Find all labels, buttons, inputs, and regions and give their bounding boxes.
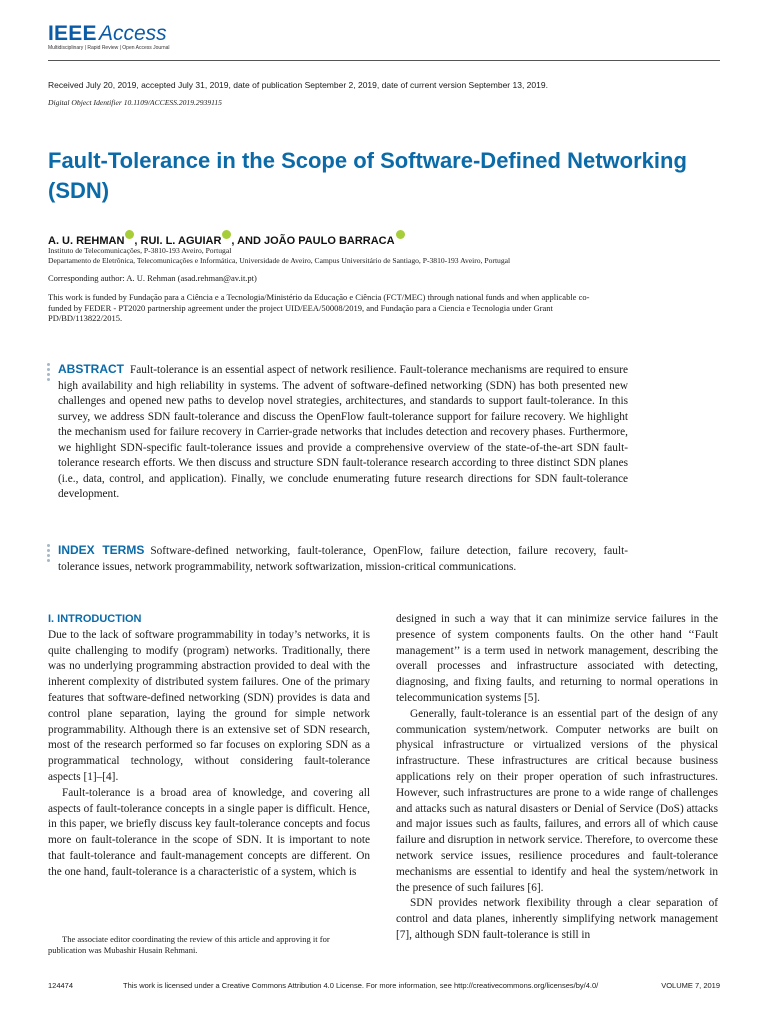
page-footer	[48, 981, 720, 993]
index-terms-text: Software-defined networking, fault-tolerance, OpenFlow, failure detection, failure recovery, fault-tolerance issues, network programmability, network softwarization, mission-critical communications.	[58, 545, 628, 573]
abstract-label: ABSTRACT	[58, 362, 124, 376]
header-rule	[48, 60, 720, 61]
abstract-text: Fault-tolerance is an essential aspect of network resilience. Fault-tolerance mechanisms are required to ensure high availability and high reliability in systems. The advent of software-defined networking (SDN) has both presented new challenges and opened new paths to develop novel strategies, architectures, and standards to support fault-tolerance. In this survey, we address SDN fault-tolerance and discuss the OpenFlow fault-tolerance support for failure recovery. We highlight the mechanism used for failure recovery in Carrier-grade networks that includes detection and recovery phases. Furthermore, we highlight SDN-specific fault-tolerance issues and provide a comprehensive overview of the state-of-the-art SDN fault-tolerance research efforts. We then discuss and structure SDN fault-tolerance research according to three distinct SDN planes (i.e., data, control, and application). Finally, we conclude enumerating future research directions for SDN fault-tolerance development.	[58, 364, 628, 500]
paper-title: Fault-Tolerance in the Scope of Software-Defined Networking (SDN)	[48, 148, 687, 203]
abstract-marker-icon	[47, 363, 51, 383]
index-terms-block	[58, 543, 628, 575]
page-number: 124474	[48, 981, 74, 990]
body-paragraph: Fault-tolerance is a broad area of knowledge, and covering all aspects of fault-tolerance concepts in a single paper is difficult. Hence, in this paper, we briefly discuss key fault-tolerance concepts and focus more on fault-tolerance in the scope of SDN. It is important to note that fault-tolerance and fault-management concepts are different. On the one hand, fault-tolerance is a characteristic of a system, which is	[48, 786, 370, 878]
affiliation-2: Departamento de Eletrônica, Telecomunicações e Informática, Universidade de Aveiro, Campus Universitário de Santiago, P-3810-193 Aveiro, Portugal	[48, 256, 511, 265]
index-terms-label: INDEX TERMS	[58, 543, 145, 557]
orcid-icon[interactable]	[396, 230, 405, 239]
author-list	[48, 230, 720, 247]
license-notice[interactable]: This work is licensed under a Creative Commons Attribution 4.0 License. For more information, see http://creativecommons.org/licenses/by/4.0/	[123, 981, 599, 990]
corresponding-author: Corresponding author: A. U. Rehman (asad.rehman@av.it.pt)	[48, 273, 257, 283]
received-dates: Received July 20, 2019, accepted July 31, 2019, date of publication September 2, 2019, date of current version September 13, 2019.	[48, 80, 548, 90]
author-separator: , AND	[231, 235, 264, 247]
editor-footnote: The associate editor coordinating the review of this article and approving it for publication was Mubashir Husain Rehmani.	[48, 934, 330, 955]
journal-logo-access: Access	[99, 22, 167, 45]
body-paragraph: Generally, fault-tolerance is an essential part of the design of any communication system/network. Computer networks are built on physical infrastructure or virtualized versions of the physical infrastructure. These infrastructures are critical because business applications rely on their proper operation of such infrastructures. However, such infrastructures are prone to a wide range of challenges and attacks such as natural disasters or Denial of Service (DoS) attacks and major issues such as faults, failures, and errors all of which cause failure and disruption in network service. Therefore, to overcome these network service issues, resilience procedures and fault-tolerance mechanisms are essential to identify and heal the system/network in the presence of such failures [6].	[396, 707, 718, 894]
journal-logo-ieee: IEEE	[48, 22, 97, 45]
author-name: A. U. REHMAN	[48, 235, 125, 247]
left-column	[48, 612, 370, 881]
right-column	[396, 612, 718, 944]
volume-label: VOLUME 7, 2019	[661, 981, 720, 990]
author-separator: ,	[134, 235, 141, 247]
body-paragraph: SDN provides network flexibility through a clear separation of control and data planes, inherently simplifying network management [7], although SDN fault-tolerance is still in	[396, 897, 718, 941]
journal-tagline: Multidisciplinary | Rapid Review | Open Access Journal	[48, 45, 170, 51]
author-name: RUI. L. AGUIAR	[140, 235, 222, 247]
body-paragraph: Due to the lack of software programmability in today’s networks, it is quite challenging to modify (program) networks. Traditionally, there was no underlying programming abstraction provided to deal with the inherent complexity of distributed system failures. One of the primary features that software-defined networking (SDN) provides is data and control plane separation, laying the ground for simple network programmability. Although there is an extensive set of SDN research, most of the research performed so far focuses on exploring SDN as a programmatical technology, without considering fault-tolerance aspects [1]–[4].	[48, 628, 370, 783]
body-paragraph: designed in such a way that it can minimize service failures in the presence of system components faults. On the other hand ‘‘Fault management’’ is a term used in network management, describing the overall processes and infrastructure associated with detecting, diagnosing, and fixing faults, and returning to normal operations in telecommunication systems [5].	[396, 613, 718, 704]
section-heading: I. INTRODUCTION	[48, 613, 142, 625]
abstract-block	[58, 362, 628, 503]
affiliation-1: Instituto de Telecomunicações, P-3810-193 Aveiro, Portugal	[48, 246, 232, 255]
index-terms-marker-icon	[47, 544, 51, 564]
author-name: JOÃO PAULO BARRACA	[263, 235, 395, 247]
funding-statement: This work is funded by Fundação para a Ciência e a Tecnologia/Ministério da Educação e Ciência (FCT/MEC) through national funds and when applicable co-funded by FEDER - PT2020 partnership agreement under the project UID/EEA/50008/2019, and Fundação para a Ciencia e Tecnologia under Grant PD/BD/113822/2015.	[48, 292, 590, 323]
doi-line[interactable]: Digital Object Identifier 10.1109/ACCESS.2019.2939115	[48, 98, 222, 107]
